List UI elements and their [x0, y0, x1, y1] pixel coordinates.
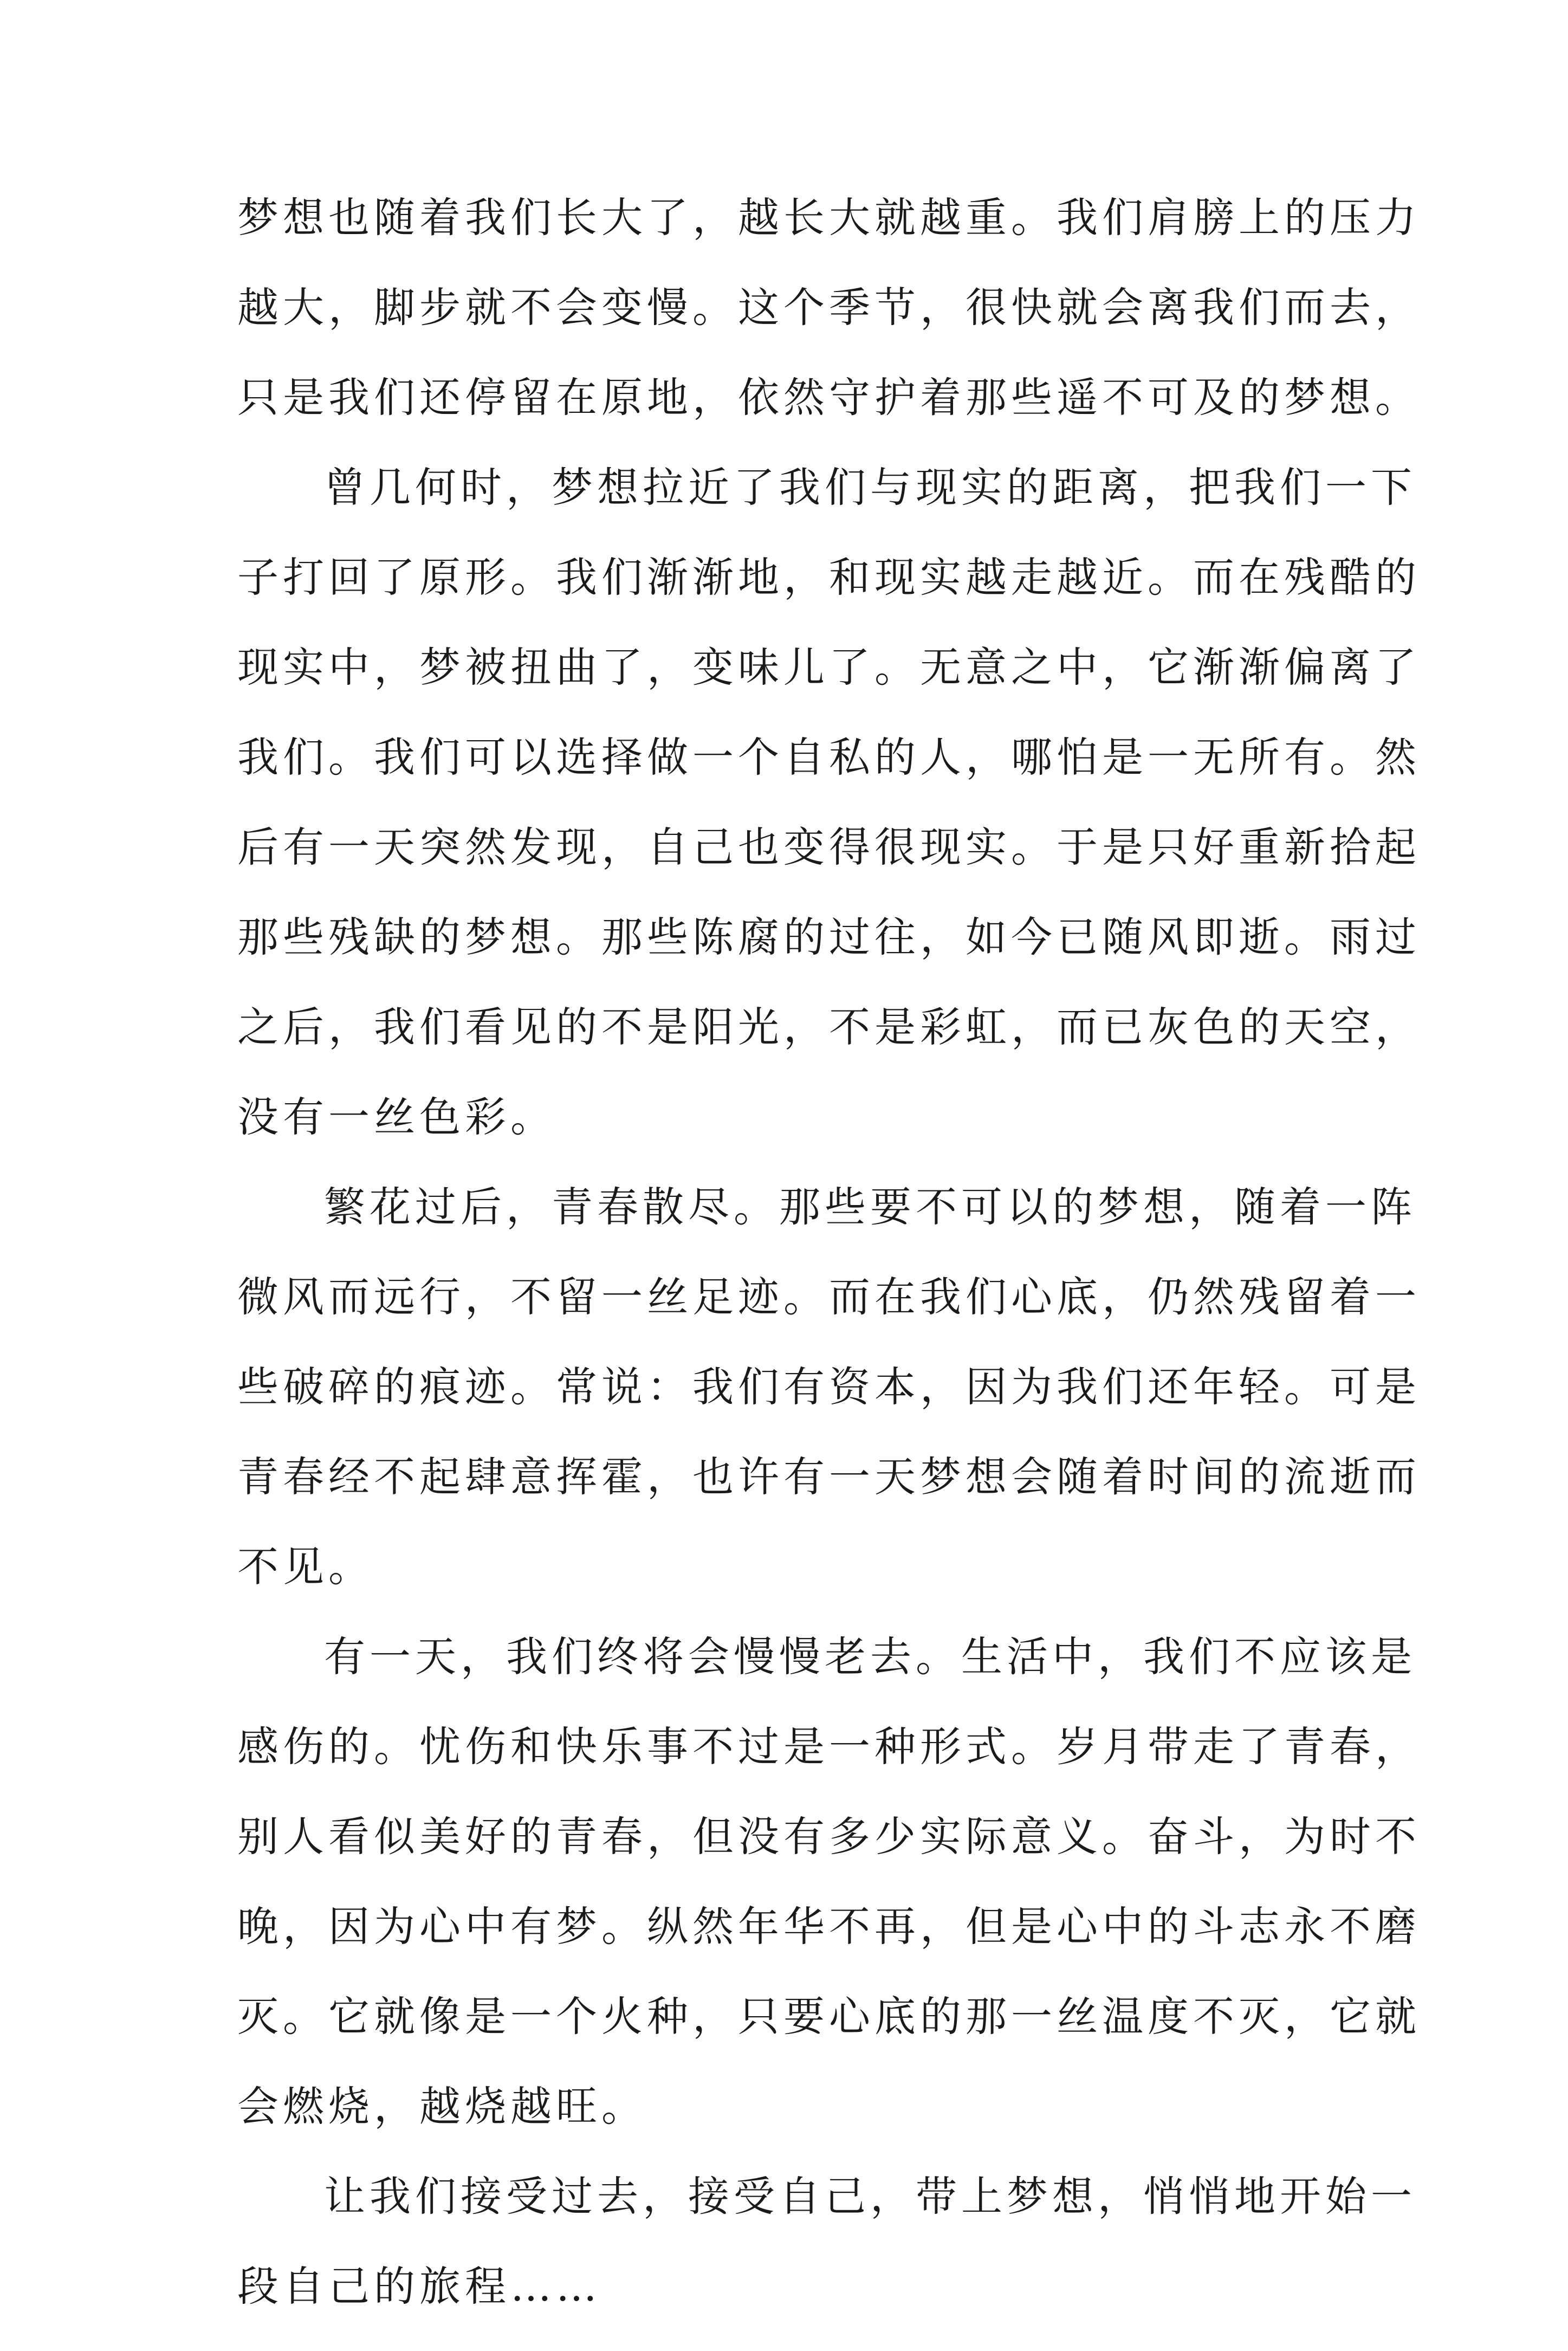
text-line: 那些残缺的梦想。那些陈腐的过往，如今已随风即逝。雨过 [237, 913, 1421, 961]
text-line: 繁花过后，青春散尽。那些要不可以的梦想，随着一阵 [324, 1183, 1416, 1231]
text-line: 不见。 [237, 1543, 374, 1591]
text-line: 只是我们还停留在原地，依然守护着那些遥不可及的梦想。 [237, 373, 1421, 422]
text-line: 子打回了原形。我们渐渐地，和现实越走越近。而在残酷的 [237, 553, 1421, 601]
text-line: 我们。我们可以选择做一个自私的人，哪怕是一无所有。然 [237, 733, 1421, 781]
text-line: 有一天，我们终将会慢慢老去。生活中，我们不应该是 [324, 1633, 1416, 1681]
text-line: 之后，我们看见的不是阳光，不是彩虹，而已灰色的天空， [237, 1003, 1421, 1051]
text-line: 青春经不起肆意挥霍，也许有一天梦想会随着时间的流逝而 [237, 1453, 1421, 1501]
text-line: 段自己的旅程…… [237, 2262, 601, 2310]
text-line: 会燃烧，越烧越旺。 [237, 2082, 647, 2130]
text-line: 梦想也随着我们长大了，越长大就越重。我们肩膀上的压力 [237, 193, 1421, 242]
text-line: 让我们接受过去，接受自己，带上梦想，悄悄地开始一 [324, 2172, 1416, 2220]
text-line: 晚，因为心中有梦。纵然年华不再，但是心中的斗志永不磨 [237, 1902, 1421, 1951]
text-line: 灭。它就像是一个火种，只要心底的那一丝温度不灭，它就 [237, 1992, 1421, 2041]
text-line: 别人看似美好的青春，但没有多少实际意义。奋斗，为时不 [237, 1812, 1421, 1861]
body-text [237, 192, 1421, 2351]
text-line: 现实中，梦被扭曲了，变味儿了。无意之中，它渐渐偏离了 [237, 643, 1421, 691]
text-line: 越大，脚步就不会变慢。这个季节，很快就会离我们而去， [237, 283, 1421, 332]
text-line: 感伤的。忧伤和快乐事不过是一种形式。岁月带走了青春， [237, 1722, 1421, 1771]
text-line: 曾几何时，梦想拉近了我们与现实的距离，把我们一下 [324, 463, 1416, 511]
text-line: 些破碎的痕迹。常说：我们有资本，因为我们还年轻。可是 [237, 1363, 1421, 1411]
text-line: 微风而远行，不留一丝足迹。而在我们心底，仍然残留着一 [237, 1273, 1421, 1321]
text-line: 后有一天突然发现，自己也变得很现实。于是只好重新拾起 [237, 823, 1421, 871]
text-line: 没有一丝色彩。 [237, 1093, 556, 1141]
